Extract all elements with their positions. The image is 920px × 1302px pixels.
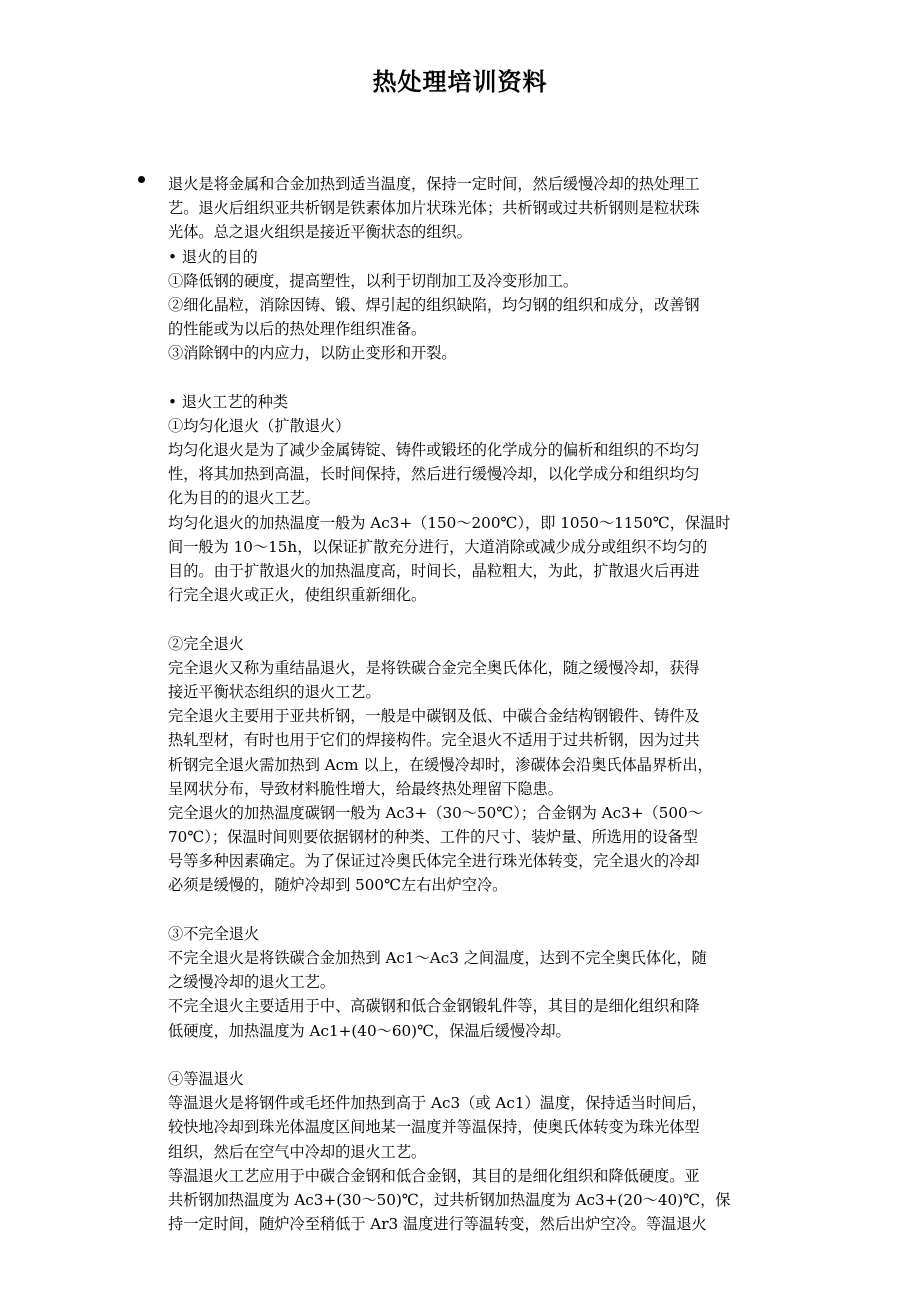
text-line: 目的。由于扩散退火的加热温度高，时间长，晶粒粗大，为此，扩散退火后再进 [168, 562, 700, 580]
purpose-section [168, 245, 808, 366]
isothermal-annealing [168, 1067, 808, 1236]
bullet-icon [138, 176, 145, 183]
text-line: 间一般为 10～15h，以保证扩散充分进行，大道消除或减少成分或组织不均匀的 [168, 537, 708, 556]
text-line: 均匀化退火是为了减少金属铸锭、铸件或锻坯的化学成分的偏析和组织的不均匀 [168, 441, 700, 460]
intro-paragraph [168, 172, 808, 245]
text-line: 之缓慢冷却的退火工艺。 [168, 973, 336, 992]
document-body [168, 172, 808, 1236]
text-line: 接近平衡状态组织的退火工艺。 [168, 682, 381, 701]
text-line: 退火是将金属和合金加热到适当温度，保持一定时间，然后缓慢冷却的热处理工 [168, 175, 700, 193]
text-line: 不完全退火是将铁碳合金加热到 Ac1～Ac3 之间温度，达到不完全奥氏体化，随 [168, 949, 707, 967]
text-line: ①降低钢的硬度，提高塑性，以利于切削加工及冷变形加工。 [168, 271, 579, 290]
text-line: 共析钢加热温度为 Ac3+(30～50)℃，过共析钢加热温度为 Ac3+(20～40)℃，保 [168, 1190, 731, 1209]
text-line: ②细化晶粒，消除因铸、锻、焊引起的组织缺陷，均匀钢的组织和成分，改善钢 [168, 295, 700, 314]
text-line: 完全退火又称为重结晶退火，是将铁碳合金完全奥氏体化，随之缓慢冷却，获得 [168, 658, 700, 677]
text-line: 较快地冷却到珠光体温度区间地某一温度并等温保持，使奥氏体转变为珠光体型 [168, 1118, 700, 1137]
text-line: 性，将其加热到高温，长时间保持，然后进行缓慢冷却，以化学成分和组织均匀 [168, 465, 700, 484]
subsection-heading: ②完全退火 [168, 634, 244, 653]
text-line: 等温退火是将钢件或毛坯件加热到高于 Ac3（或 Ac1）温度，保持适当时间后， [168, 1094, 707, 1113]
text-line: 的性能或为以后的热处理作组织准备。 [168, 320, 427, 339]
types-section [168, 390, 808, 1237]
text-line: 完全退火的加热温度碳钢一般为 Ac3+（30～50℃）；合金钢为 Ac3+（500～ [168, 803, 703, 822]
text-line: 析钢完全退火需加热到 Acm 以上，在缓慢冷却时，渗碳体会沿奥氏体晶界析出， [168, 755, 713, 774]
text-line: 艺。退火后组织亚共析钢是铁素体加片状珠光体；共析钢或过共析钢则是粒状珠 [168, 199, 700, 218]
text-line: 完全退火主要用于亚共析钢，一般是中碳钢及低、中碳合金结构钢锻件、铸件及 [168, 707, 700, 726]
section-heading: • 退火工艺的种类 [168, 392, 289, 411]
text-line: 号等多种因素确定。为了保证过冷奥氏体完全进行珠光体转变，完全退火的冷却 [168, 852, 700, 871]
section-heading: • 退火的目的 [168, 247, 258, 266]
incomplete-annealing [168, 922, 808, 1043]
text-line: 呈网状分布，导致材料脆性增大，给最终热处理留下隐患。 [168, 779, 563, 798]
full-annealing [168, 632, 808, 898]
text-line: 必须是缓慢的，随炉冷却到 500℃左右出炉空冷。 [168, 876, 508, 895]
document-title: 热处理培训资料 [372, 68, 548, 96]
subsection-heading: ①均匀化退火（扩散退火） [168, 416, 351, 435]
text-line: 持一定时间，随炉冷至稍低于 Ar3 温度进行等温转变，然后出炉空冷。等温退火 [168, 1215, 707, 1234]
text-line: 低硬度，加热温度为 Ac1+(40～60)℃，保温后缓慢冷却。 [168, 1021, 571, 1040]
homogenizing-annealing [168, 414, 808, 608]
text-line: 70℃）；保温时间则要依据钢材的种类、工件的尺寸、装炉量、所选用的设备型 [168, 828, 698, 847]
subsection-heading: ③不完全退火 [168, 924, 260, 943]
text-line: 不完全退火主要适用于中、高碳钢和低合金钢锻轧件等，其目的是细化组织和降 [168, 997, 700, 1016]
text-line: 等温退火工艺应用于中碳合金钢和低合金钢，其目的是细化组织和降低硬度。亚 [168, 1166, 700, 1185]
text-line: 化为目的的退火工艺。 [168, 489, 320, 508]
subsection-heading: ④等温退火 [168, 1069, 244, 1088]
text-line: 均匀化退火的加热温度一般为 Ac3+（150～200℃），即 1050～1150℃，保温时 [168, 513, 731, 532]
text-line: 光体。总之退火组织是接近平衡状态的组织。 [168, 223, 472, 242]
text-line: 组织，然后在空气中冷却的退火工艺。 [168, 1142, 427, 1161]
text-line: 行完全退火或正火，使组织重新细化。 [168, 586, 427, 605]
text-line: 热轧型材，有时也用于它们的焊接构件。完全退火不适用于过共析钢，因为过共 [168, 731, 700, 750]
text-line: ③消除钢中的内应力，以防止变形和开裂。 [168, 344, 457, 363]
